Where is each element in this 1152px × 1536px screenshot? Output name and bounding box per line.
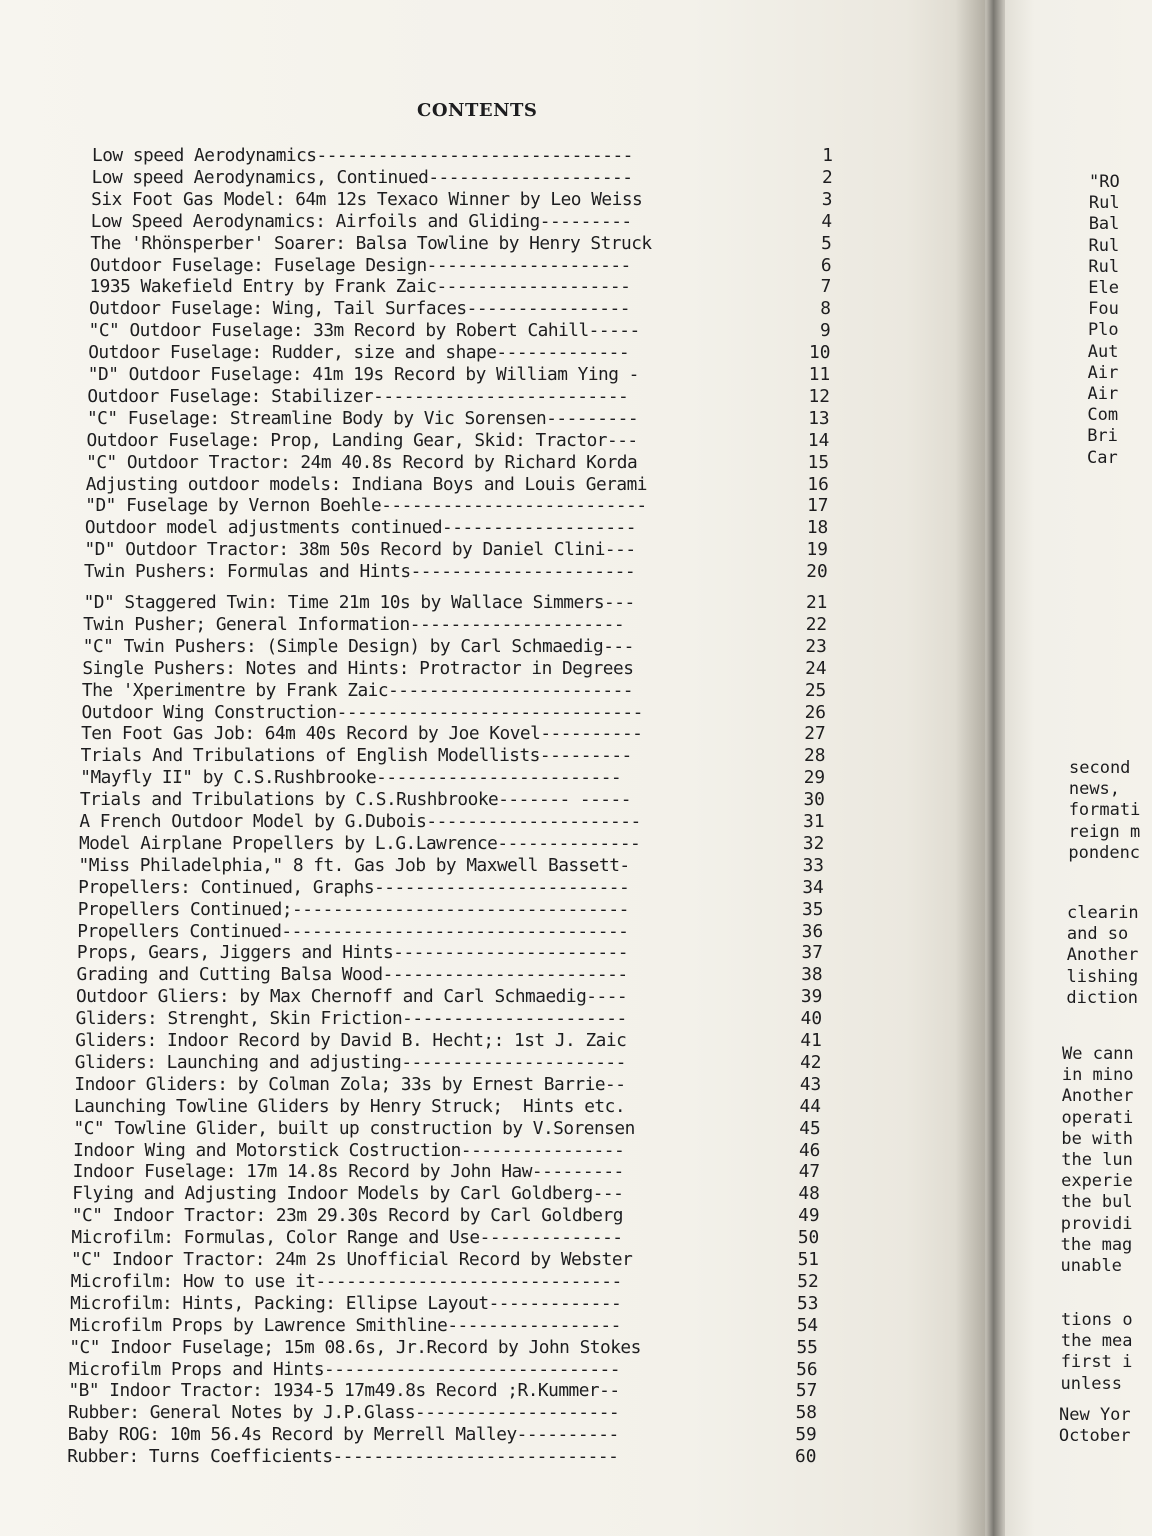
toc-entry-page: 28: [804, 745, 826, 767]
toc-entry-page: 42: [800, 1051, 822, 1073]
toc-entry-title: "C" Fuselage: Streamline Body by Vic Sorensen---------: [86, 407, 639, 429]
toc-entry-title: The 'Xperimentre by Frank Zaic------------------------: [81, 679, 633, 701]
toc-entry-title: Propellers: Continued, Graphs-------------------------: [78, 876, 630, 898]
toc-entry-page: 36: [801, 920, 824, 942]
toc-entry: [83, 614, 827, 636]
toc-entry-page: 48: [798, 1183, 820, 1205]
page-title: CONTENTS: [417, 100, 538, 121]
toc-entry: [74, 1118, 821, 1140]
toc-entry-title: Indoor Gliders: by Colman Zola; 33s by Ernest Barrie--: [74, 1073, 626, 1095]
right-page-text-fragment: Rul: [1088, 235, 1120, 256]
toc-entry-title: A French Outdoor Model by G.Dubois---------------------: [79, 811, 641, 832]
toc-entry-title: "D" Fuselage by Vernon Boehle--------------------------: [85, 495, 647, 517]
toc-entry-title: Model Airplane Propellers by L.G.Lawrence--------------: [78, 832, 641, 854]
toc-entry-title: Outdoor Fuselage: Rudder, size and shape-------------: [88, 342, 630, 364]
toc-entry: [85, 517, 828, 539]
toc-entry: [71, 1271, 819, 1293]
toc-entry-title: Baby ROG: 10m 56.4s Record by Merrell Malley----------: [67, 1424, 619, 1446]
toc-entry-page: 4: [821, 210, 833, 232]
toc-entry-title: Gliders: Launching and adjusting----------------------: [74, 1051, 626, 1073]
toc-entry-title: "C" Outdoor Tractor: 24m 40.8s Record by Richard Korda: [86, 451, 638, 473]
toc-entry-page: 13: [808, 407, 830, 429]
right-page-text-fragment: October: [1058, 1426, 1131, 1447]
toc-entry-page: 9: [820, 320, 831, 342]
toc-entry: [75, 1052, 822, 1074]
toc-entry-page: 33: [802, 854, 825, 876]
right-page-text-fragment: Air: [1087, 384, 1119, 404]
toc-entry: [72, 1205, 820, 1227]
toc-entry-title: Ten Foot Gas Job: 64m 40s Record by Joe Kovel----------: [81, 723, 643, 745]
toc-entry: [89, 276, 831, 298]
toc-entry-page: 10: [809, 342, 831, 364]
toc-entry-page: 43: [799, 1073, 822, 1095]
toc-entry-page: 15: [807, 451, 830, 473]
right-page-text-fragment: Aut: [1087, 341, 1119, 362]
toc-entry-title: Outdoor Wing Construction------------------------------: [81, 701, 643, 723]
toc-entry-title: "C" Indoor Fuselage; 15m 08.6s, Jr.Record by John Stokes: [69, 1336, 641, 1358]
toc-entry-page: 35: [802, 898, 824, 920]
toc-entry: [71, 1227, 819, 1249]
toc-entry: [68, 1380, 817, 1402]
toc-entry-title: Outdoor Fuselage: Prop, Landing Gear, Skid: Tractor---: [86, 429, 638, 451]
toc-entry-title: "D" Outdoor Fuselage: 41m 19s Record by William Ying -: [87, 364, 639, 385]
toc-entry-page: 44: [799, 1095, 821, 1117]
toc-entry-title: Twin Pusher; General Information---------------------: [83, 613, 625, 635]
toc-entry-title: Trials And Tribulations of English Modellists---------: [80, 745, 632, 767]
toc-entry-page: 37: [801, 942, 823, 964]
toc-entry-title: Low Speed Aerodynamics: Airfoils and Gliding---------: [90, 210, 632, 232]
right-page-text-fragment: Air: [1087, 362, 1119, 383]
toc-entry-page: 12: [808, 385, 830, 407]
right-page-text-fragment: in mino: [1061, 1065, 1134, 1086]
toc-entry: [71, 1249, 819, 1271]
right-page-text-fragment: operati: [1061, 1107, 1134, 1128]
toc-entry: [90, 255, 832, 277]
toc-entry-page: 31: [803, 811, 825, 832]
toc-entry-page: 57: [795, 1380, 818, 1402]
right-page-text-fragment: second: [1069, 758, 1131, 778]
right-page-text-fragment: first i: [1060, 1352, 1133, 1373]
toc-entry: [76, 986, 822, 1008]
toc-entry-title: Propellers Continued;---------------------------------: [77, 898, 629, 920]
toc-entry-title: 1935 Wakefield Entry by Frank Zaic-------------------: [89, 276, 631, 298]
toc-entry: [79, 833, 824, 855]
toc-entry-title: Flying and Adjusting Indoor Models by Carl Goldberg---: [72, 1183, 624, 1205]
toc-entry-title: "C" Indoor Tractor: 24m 2s Unofficial Record by Webster: [71, 1249, 633, 1270]
toc-entry-page: 24: [805, 657, 827, 679]
right-page: [1005, 0, 1152, 1536]
toc-entry-page: 41: [800, 1030, 822, 1051]
right-page-text-fragment: We cann: [1062, 1044, 1134, 1064]
toc-entry-page: 25: [804, 679, 827, 701]
toc-entry-page: 34: [802, 876, 824, 898]
toc-entry: [73, 1140, 820, 1162]
right-page-text-fragment: the mea: [1060, 1331, 1133, 1352]
right-page-text-fragment: unable: [1060, 1256, 1133, 1276]
right-page-text-fragment: "RO: [1089, 172, 1120, 192]
toc-entry: [85, 495, 828, 517]
toc-entry-title: Grading and Cutting Balsa Wood------------------------: [76, 964, 628, 986]
toc-entry: [78, 877, 824, 899]
toc-entry-page: 26: [804, 701, 826, 723]
toc-entry: [80, 767, 825, 789]
toc-entry-page: 6: [820, 254, 832, 276]
toc-entry-title: Six Foot Gas Model: 64m 12s Texaco Winner by Leo Weiss: [91, 188, 643, 210]
toc-entry-page: 30: [803, 789, 825, 811]
toc-entry: [81, 723, 826, 745]
toc-entry-title: Indoor Fuselage: 17m 14.8s Record by John Haw---------: [72, 1161, 624, 1183]
toc-entry-title: Outdoor model adjustments continued-------------------: [84, 517, 636, 539]
right-page-text-fragment: news,: [1068, 779, 1131, 800]
toc-entry-page: 47: [798, 1161, 821, 1183]
toc-entry: [87, 430, 830, 452]
right-page-text-fragment: experie: [1061, 1171, 1133, 1192]
toc-entry-title: Launching Towline Gliders by Henry Struck; Hints etc.: [73, 1095, 626, 1117]
right-page-text-fragment: Bri: [1087, 426, 1118, 447]
toc-entry-page: 29: [803, 767, 826, 789]
toc-entry-title: "C" Towline Glider, built up construction by V.Sorensen: [73, 1117, 635, 1139]
toc-entry-title: "C" Outdoor Fuselage: 33m Record by Robert Cahill-----: [88, 320, 640, 342]
toc-entry: [89, 320, 831, 342]
toc-entry-page: 50: [797, 1227, 820, 1249]
toc-entry: [79, 811, 824, 833]
toc-entry-title: Outdoor Fuselage: Wing, Tail Surfaces----------------: [89, 298, 630, 320]
toc-entry-page: 39: [800, 986, 823, 1008]
toc-entry-page: 22: [805, 613, 828, 635]
toc-entry-page: 46: [798, 1139, 821, 1161]
toc-entry-page: 8: [820, 298, 832, 320]
right-page-text-fragment: New Yor: [1059, 1405, 1131, 1425]
toc-entry-title: Gliders: Indoor Record by David B. Hecht;: 1st J. Zaic: [75, 1030, 627, 1051]
right-page-text-fragment: the lun: [1061, 1150, 1133, 1170]
right-page-text-fragment: be with: [1061, 1128, 1134, 1149]
toc-entry: [88, 342, 830, 364]
toc-entry-page: 7: [820, 276, 832, 298]
toc-entry-title: Low speed Aerodynamics-------------------------------: [92, 145, 633, 166]
toc-entry-page: 49: [798, 1205, 820, 1227]
toc-entry: [77, 942, 823, 964]
toc-entry-page: 54: [796, 1314, 819, 1336]
toc-entry: [75, 1030, 822, 1052]
right-page-text-fragment: Ele: [1088, 278, 1119, 298]
right-page-text-fragment: providi: [1060, 1213, 1133, 1234]
toc-entry-title: Adjusting outdoor models: Indiana Boys and Louis Gerami: [85, 473, 647, 495]
toc-entry-title: "D" Staggered Twin: Time 21m 10s by Wallace Simmers---: [83, 592, 635, 613]
toc-entry: [82, 658, 826, 680]
toc-entry: [89, 298, 831, 320]
toc-entry-title: "C" Twin Pushers: (Simple Design) by Carl Schmaedig---: [82, 635, 634, 657]
toc-entry: [90, 233, 832, 255]
toc-entry-page: 52: [797, 1270, 819, 1292]
toc-entry: [84, 592, 828, 614]
toc-entry-title: Trials and Tribulations by C.S.Rushbrooke------- -----: [79, 789, 631, 811]
toc-entry: [81, 745, 826, 767]
toc-entry-page: 32: [802, 832, 825, 854]
toc-entry: [83, 636, 827, 658]
toc-entry: [77, 921, 823, 943]
toc-entry-title: Low speed Aerodynamics, Continued--------------------: [91, 166, 633, 188]
toc-entry: [87, 386, 830, 408]
toc-entry-title: Twin Pushers: Formulas and Hints----------------------: [84, 561, 636, 583]
right-page-text-fragment: and so: [1066, 924, 1139, 945]
right-page-text-fragment: Another: [1061, 1086, 1134, 1107]
toc-entry-page: 45: [799, 1117, 821, 1139]
toc-entry: [86, 452, 829, 474]
right-page-text-fragment: reign m: [1068, 821, 1141, 842]
toc-entry: [88, 364, 830, 386]
toc-entry-title: Outdoor Fuselage: Stabilizer-------------------------: [87, 385, 629, 407]
toc-entry: [74, 1074, 821, 1096]
right-page-text-fragment: Fou: [1088, 299, 1119, 320]
toc-entry-title: Microfilm: How to use it------------------------------: [70, 1270, 622, 1292]
toc-entry: [67, 1446, 816, 1468]
toc-entry-page: 56: [796, 1358, 818, 1380]
toc-entry-page: 55: [796, 1336, 818, 1358]
toc-entry: [76, 1008, 822, 1030]
toc-entry: [92, 167, 833, 189]
toc-entry-page: 14: [807, 429, 830, 451]
toc-entry-page: 19: [806, 539, 828, 561]
toc-entry-page: 11: [808, 364, 831, 385]
toc-entry-page: 27: [804, 723, 826, 745]
right-page-text-fragment: Bal: [1088, 214, 1120, 235]
toc-entry: [87, 408, 830, 430]
right-page-text-fragment: diction: [1066, 987, 1139, 1008]
toc-entry: [82, 702, 827, 724]
toc-entry-title: "Mayfly II" by C.S.Rushbrooke------------------------: [80, 767, 622, 789]
toc-entry-page: 18: [806, 517, 829, 539]
toc-entry: [70, 1315, 818, 1337]
toc-entry-page: 16: [807, 473, 829, 495]
toc-entry-page: 51: [797, 1249, 819, 1270]
toc-entry-title: Microfilm Props and Hints-----------------------------: [68, 1358, 620, 1380]
right-page-text-fragment: Plo: [1087, 320, 1119, 341]
toc-entry: [73, 1161, 820, 1183]
toc-entry: [68, 1402, 817, 1424]
toc-entry-title: Rubber: Turns Coefficients----------------------------: [67, 1446, 619, 1468]
toc-entry-page: 1: [822, 145, 833, 166]
toc-entry: [80, 789, 825, 811]
toc-entry: [69, 1337, 818, 1359]
toc-entry-title: Rubber: General Notes by J.P.Glass--------------------: [68, 1402, 620, 1424]
right-page-text-fragment: Rul: [1088, 256, 1120, 277]
right-page-text-fragment: lishing: [1066, 966, 1139, 987]
toc-entry: [70, 1293, 818, 1315]
right-page-text-fragment: Com: [1087, 405, 1119, 426]
toc-entry-title: Outdoor Fuselage: Fuselage Design--------------------: [89, 254, 631, 276]
toc-entry: [74, 1096, 821, 1118]
toc-entry: [84, 539, 828, 561]
right-page-text-fragment: Rul: [1088, 193, 1120, 214]
toc-entry-title: Propellers Continued----------------------------------: [77, 920, 629, 942]
right-page-text-fragment: the bul: [1060, 1192, 1133, 1213]
toc-entry-page: 2: [821, 166, 833, 188]
toc-entry-page: 38: [801, 964, 823, 986]
toc-entry: [84, 561, 828, 583]
toc-entry-title: "B" Indoor Tractor: 1934-5 17m49.8s Record ;R.Kummer--: [68, 1380, 620, 1402]
toc-entry-page: 23: [805, 635, 827, 657]
toc-entry-title: The 'Rhönsperber' Soarer: Balsa Towline by Henry Struck: [90, 232, 652, 254]
toc-entry-page: 3: [821, 188, 833, 210]
toc-entry: [86, 474, 829, 496]
right-page-text-fragment: clearin: [1067, 903, 1139, 923]
toc-entry-title: Props, Gears, Jiggers and Hints-----------------------: [76, 942, 628, 964]
toc-entry: [79, 855, 824, 877]
toc-entry: [76, 964, 822, 986]
toc-entry: [69, 1359, 818, 1381]
toc-entry-title: "D" Outdoor Tractor: 38m 50s Record by Daniel Clini---: [84, 539, 636, 561]
toc-entry-page: 59: [795, 1424, 817, 1446]
toc-entry-title: Outdoor Gliers: by Max Chernoff and Carl Schmaedig----: [76, 986, 628, 1008]
toc-entry-page: 20: [806, 561, 828, 583]
right-page-text-fragment: Another: [1066, 945, 1139, 966]
toc-entry-title: Single Pushers: Notes and Hints: Protractor in Degrees: [82, 657, 634, 679]
toc-entry-title: Microfilm: Formulas, Color Range and Use--------------: [71, 1227, 623, 1249]
toc-entry: [82, 680, 826, 702]
toc-entry-page: 40: [800, 1008, 823, 1030]
toc-entry-title: Gliders: Strenght, Skin Friction----------------------: [75, 1008, 627, 1030]
right-page-text-fragment: formati: [1068, 800, 1141, 821]
toc-entry: [92, 145, 833, 167]
toc-entry-page: 58: [795, 1402, 818, 1424]
toc-entry: [68, 1424, 817, 1446]
toc-entry: [78, 899, 824, 921]
toc-entry-title: Indoor Wing and Motorstick Costruction----------------: [73, 1139, 625, 1161]
right-page-text-fragment: Car: [1087, 447, 1118, 468]
toc-entry-title: Microfilm: Hints, Packing: Ellipse Layout-------------: [70, 1292, 622, 1314]
toc-entry: [72, 1183, 820, 1205]
right-page-text-fragment: tions o: [1061, 1310, 1133, 1330]
toc-entry-page: 17: [807, 495, 829, 517]
toc-entry-title: "C" Indoor Tractor: 23m 29.30s Record by Carl Goldberg: [71, 1205, 623, 1227]
toc-entry-page: 53: [797, 1292, 819, 1314]
toc-entry-title: Microfilm Props by Lawrence Smithline-----------------: [69, 1314, 621, 1336]
toc-entry: [91, 189, 832, 211]
toc-entry-page: 5: [821, 232, 832, 254]
right-page-text-fragment: pondenc: [1068, 842, 1141, 863]
right-page-text-fragment: the mag: [1060, 1234, 1133, 1255]
toc-entry-page: 21: [805, 592, 828, 613]
toc-entry-page: 60: [795, 1446, 817, 1468]
right-page-text-fragment: unless: [1060, 1373, 1133, 1394]
toc-entry: [91, 211, 832, 233]
toc-entry-title: "Miss Philadelphia," 8 ft. Gas Job by Maxwell Bassett-: [78, 854, 630, 876]
